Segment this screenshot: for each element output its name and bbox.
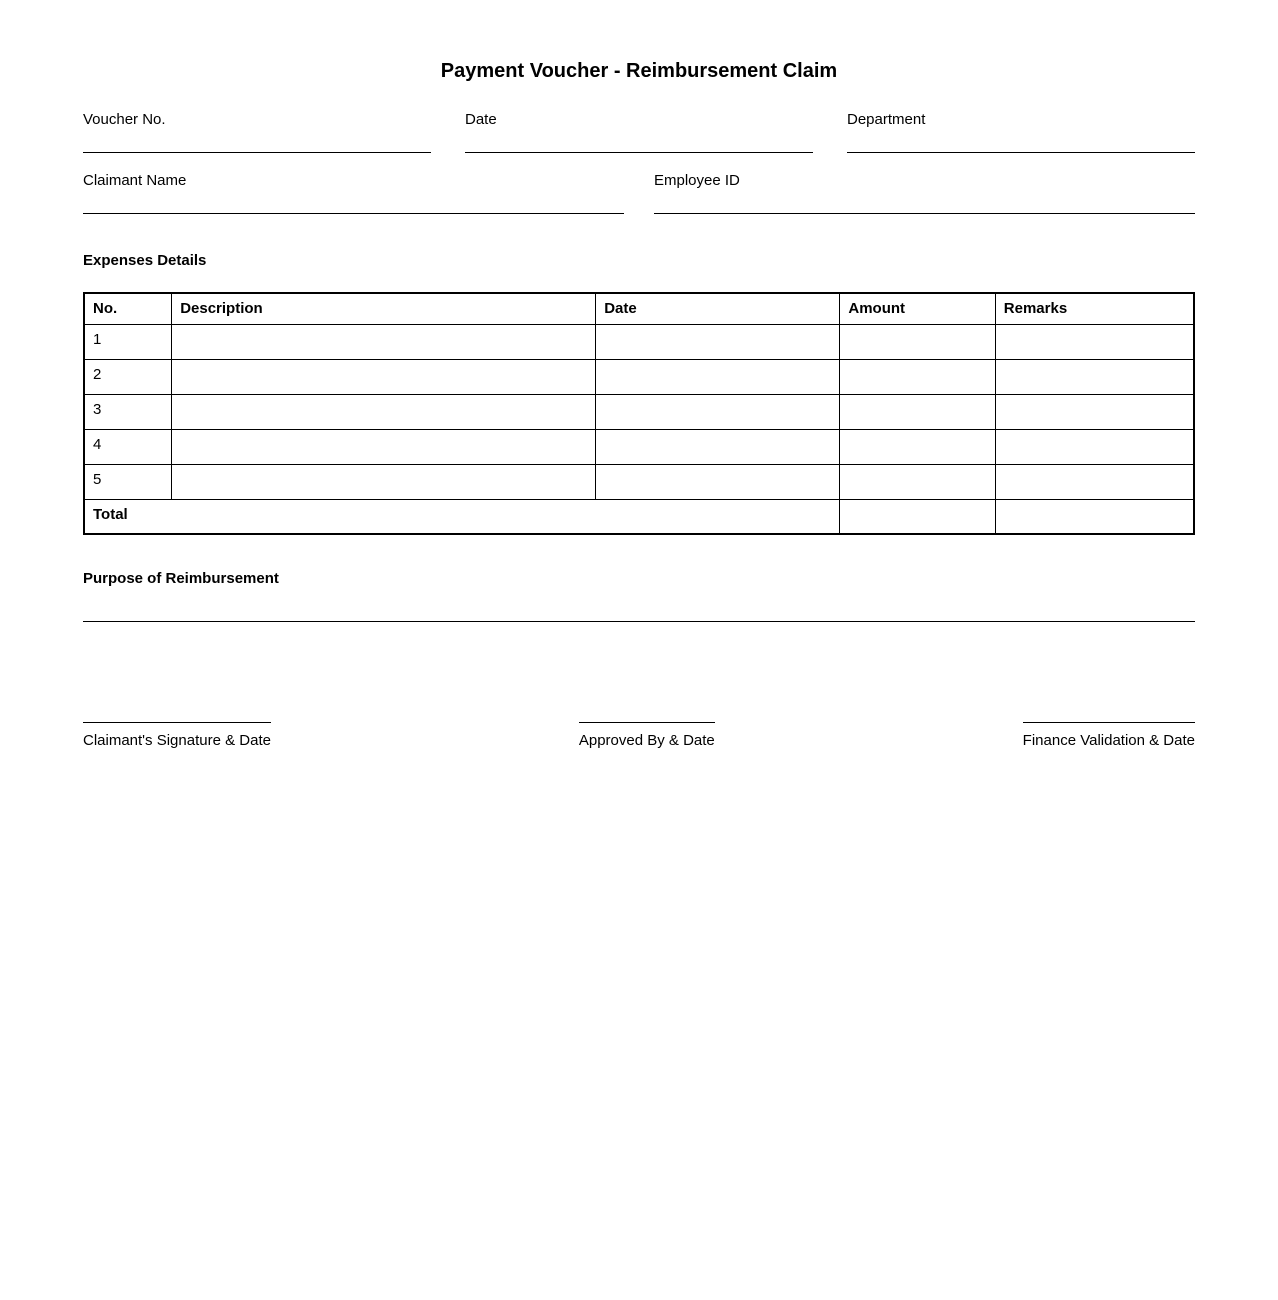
field-claimant-name: [83, 172, 624, 214]
remarks-cell[interactable]: [995, 429, 1194, 464]
column-header-no: No.: [84, 293, 172, 324]
claimant-name-label: Claimant Name: [83, 172, 187, 189]
approved-by-block: [579, 722, 715, 750]
remarks-cell[interactable]: [995, 464, 1194, 499]
finance-validation-label: Finance Validation & Date: [1023, 722, 1195, 750]
amount-cell[interactable]: [840, 359, 995, 394]
total-remarks-cell[interactable]: [995, 499, 1194, 534]
amount-cell[interactable]: [840, 429, 995, 464]
expense-row: [84, 464, 1194, 499]
header-fields-row-1: [83, 111, 1195, 153]
page-title: Payment Voucher - Reimbursement Claim: [440, 60, 838, 82]
remarks-cell[interactable]: [995, 359, 1194, 394]
field-date: [465, 111, 813, 153]
purpose-section: [83, 570, 1195, 622]
total-amount-cell[interactable]: [840, 499, 995, 534]
signature-row: [83, 722, 1195, 750]
row-no: 2: [84, 359, 172, 394]
header-fields-row-2: [83, 172, 1195, 214]
finance-validation-block: [1023, 722, 1195, 750]
date-label: Date: [465, 111, 497, 128]
amount-cell[interactable]: [840, 464, 995, 499]
description-cell[interactable]: [172, 464, 596, 499]
column-header-remarks: Remarks: [995, 293, 1194, 324]
date-cell[interactable]: [596, 394, 840, 429]
field-voucher-no: [83, 111, 431, 153]
expense-row: [84, 359, 1194, 394]
row-no: 1: [84, 324, 172, 359]
row-no: 3: [84, 394, 172, 429]
description-cell[interactable]: [172, 429, 596, 464]
claimant-signature-label: Claimant's Signature & Date: [83, 722, 271, 750]
amount-cell[interactable]: [840, 394, 995, 429]
description-cell[interactable]: [172, 359, 596, 394]
expense-row: [84, 394, 1194, 429]
total-row: [84, 499, 1194, 534]
description-cell[interactable]: [172, 394, 596, 429]
amount-cell[interactable]: [840, 324, 995, 359]
claimant-signature-block: [83, 722, 271, 750]
column-header-description: Description: [172, 293, 596, 324]
remarks-cell[interactable]: [995, 324, 1194, 359]
field-employee-id: [654, 172, 1195, 214]
employee-id-label: Employee ID: [654, 172, 740, 189]
total-label: Total: [84, 499, 840, 534]
column-header-date: Date: [596, 293, 840, 324]
purpose-fill-line[interactable]: [83, 621, 1195, 622]
remarks-cell[interactable]: [995, 394, 1194, 429]
description-cell[interactable]: [172, 324, 596, 359]
row-no: 4: [84, 429, 172, 464]
claimant-name-fill-line[interactable]: [83, 190, 624, 214]
row-no: 5: [84, 464, 172, 499]
purpose-section-title: Purpose of Reimbursement: [83, 570, 279, 587]
approved-by-label: Approved By & Date: [579, 722, 715, 750]
date-cell[interactable]: [596, 429, 840, 464]
department-fill-line[interactable]: [847, 129, 1195, 153]
date-fill-line[interactable]: [465, 129, 813, 153]
employee-id-fill-line[interactable]: [654, 190, 1195, 214]
voucher-no-label: Voucher No.: [83, 111, 166, 128]
voucher-no-fill-line[interactable]: [83, 129, 431, 153]
column-header-amount: Amount: [840, 293, 995, 324]
date-cell[interactable]: [596, 359, 840, 394]
expenses-table: [83, 292, 1195, 535]
department-label: Department: [847, 111, 926, 128]
expenses-section-title: Expenses Details: [83, 252, 207, 269]
expense-row: [84, 429, 1194, 464]
date-cell[interactable]: [596, 324, 840, 359]
expenses-header-row: [84, 293, 1194, 324]
expense-row: [84, 324, 1194, 359]
date-cell[interactable]: [596, 464, 840, 499]
field-department: [847, 111, 1195, 153]
